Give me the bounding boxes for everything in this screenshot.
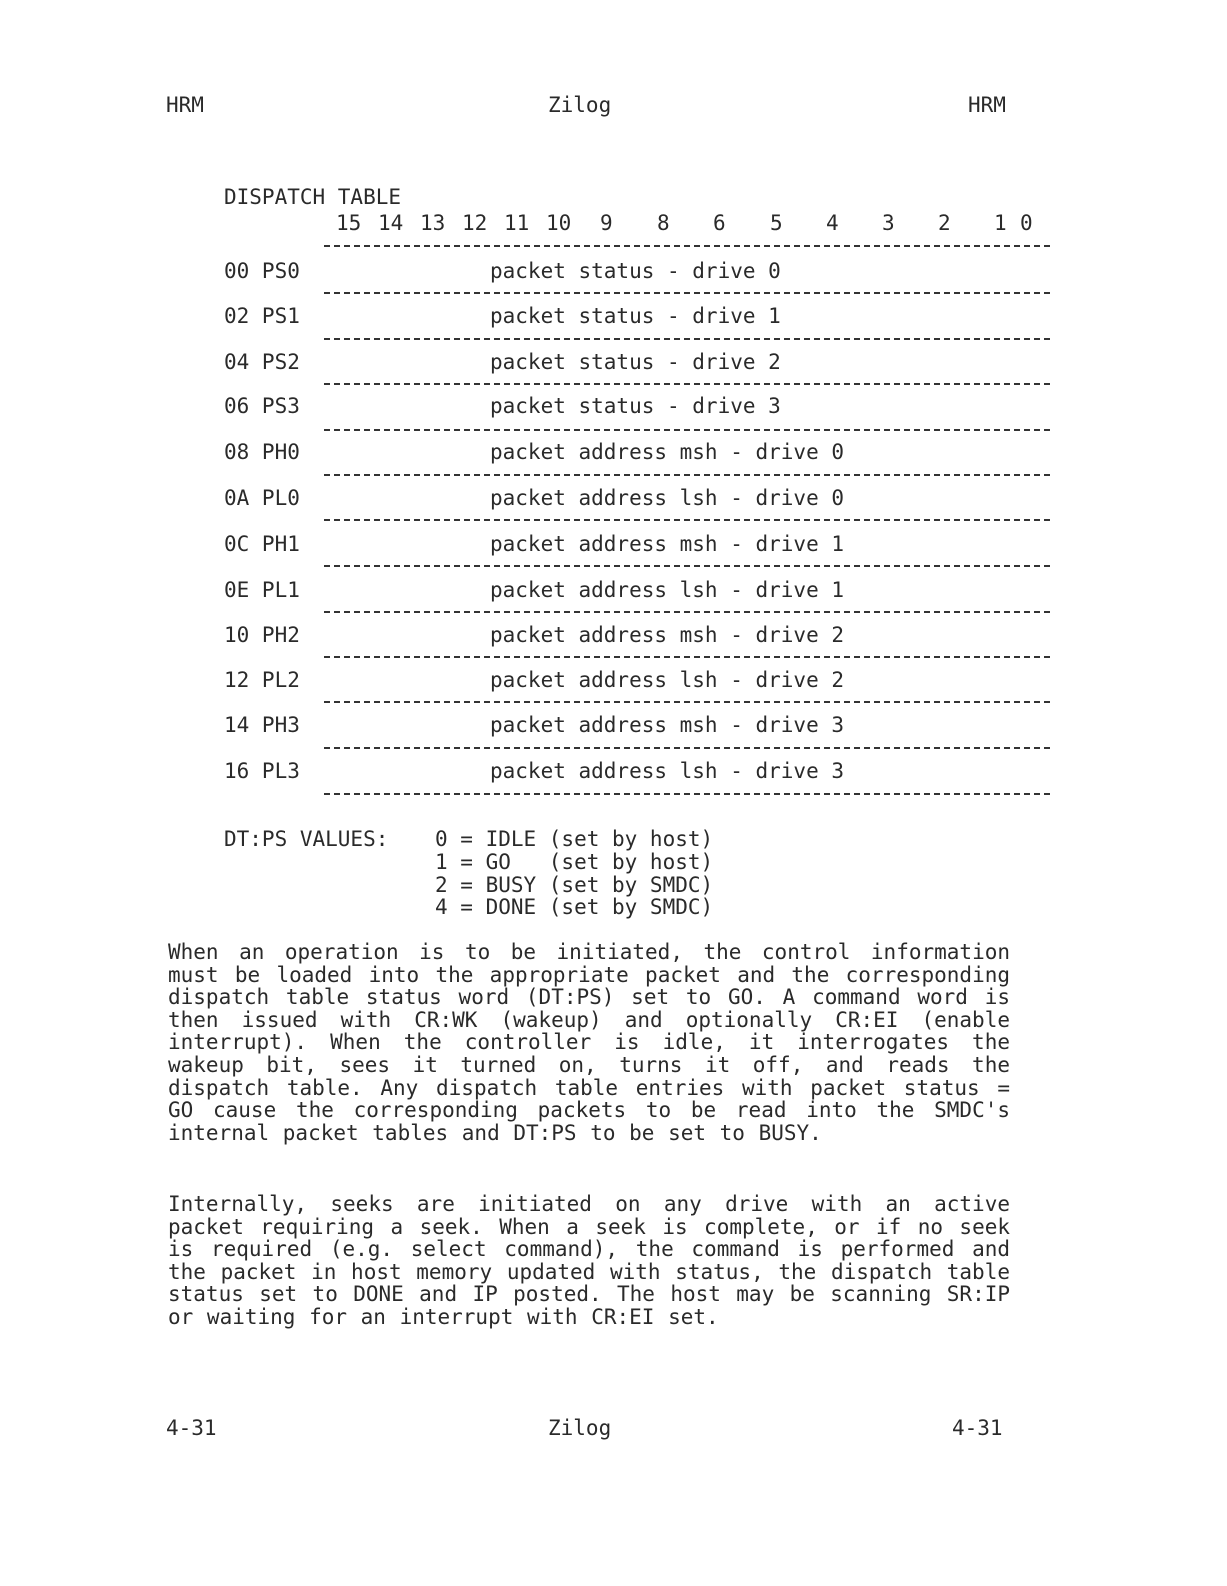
bit-label: 11 — [504, 211, 530, 235]
table-title: DISPATCH TABLE — [224, 185, 402, 209]
row-description: packet status - drive 0 — [490, 259, 781, 283]
bit-number-header — [0, 213, 1227, 237]
bit-label: 14 — [378, 211, 404, 235]
header-right: HRM — [968, 93, 1006, 117]
table-separator — [324, 519, 1050, 521]
body-paragraph: When an operation is to be initiated, the control information must be loaded into the appropriate packet and the corresponding dispatch table status word (DT:PS) set to GO. A command word is then issued with CR:WK (wakeup) and optionally CR:EI (enable interrupt). When the controller is idle, it interrogates the wakeup bit, sees it turned on, turns it off, and reads the dispatch table. Any dispatch table entries with packet status = GO cause the corresponding packets to be read into the SMDC's internal packet tables and DT:PS to be set to BUSY. — [168, 940, 1010, 1145]
bit-label: 15 — [336, 211, 362, 235]
row-offset-label: 00 PS0 — [224, 259, 300, 283]
footer-left: 4-31 — [166, 1416, 217, 1440]
table-separator — [324, 245, 1050, 247]
bit-label: 0 — [1020, 211, 1033, 235]
row-description: packet address msh - drive 1 — [490, 532, 845, 556]
row-description: packet address lsh - drive 3 — [490, 759, 845, 783]
table-separator — [324, 292, 1050, 294]
legend-item: 1 = GO (set by host) — [435, 850, 714, 874]
table-separator — [324, 565, 1050, 567]
row-description: packet status - drive 2 — [490, 350, 781, 374]
table-separator — [324, 793, 1050, 795]
row-offset-label: 16 PL3 — [224, 759, 300, 783]
row-description: packet address msh - drive 3 — [490, 713, 845, 737]
bit-label: 6 — [713, 211, 726, 235]
header-left: HRM — [166, 93, 204, 117]
table-separator — [324, 611, 1050, 613]
row-description: packet address msh - drive 2 — [490, 623, 845, 647]
bit-label: 5 — [770, 211, 783, 235]
legend-item: 0 = IDLE (set by host) — [435, 827, 714, 851]
bit-label: 4 — [826, 211, 839, 235]
row-description: packet status - drive 3 — [490, 394, 781, 418]
table-separator — [324, 701, 1050, 703]
bit-label: 3 — [882, 211, 895, 235]
footer-right: 4-31 — [952, 1416, 1003, 1440]
body-paragraph: Internally, seeks are initiated on any drive with an active packet requiring a seek. When a seek is complete, or if no seek is required (e.g. select command), the command is performed and the packet in host memory updated with status, the dispatch table status set to DONE and IP posted. The host may be scanning SR:IP or waiting for an interrupt with CR:EI set. — [168, 1192, 1010, 1329]
table-separator — [324, 429, 1050, 431]
row-offset-label: 12 PL2 — [224, 668, 300, 692]
table-separator — [324, 656, 1050, 658]
row-offset-label: 08 PH0 — [224, 440, 300, 464]
legend-title: DT:PS VALUES: — [224, 827, 389, 851]
row-description: packet address msh - drive 0 — [490, 440, 845, 464]
row-offset-label: 0C PH1 — [224, 532, 300, 556]
footer-center: Zilog — [548, 1416, 612, 1440]
table-separator — [324, 338, 1050, 340]
row-offset-label: 0A PL0 — [224, 486, 300, 510]
table-separator — [324, 747, 1050, 749]
row-description: packet address lsh - drive 2 — [490, 668, 845, 692]
bit-label: 8 — [657, 211, 670, 235]
bit-label: 10 — [546, 211, 572, 235]
row-offset-label: 06 PS3 — [224, 394, 300, 418]
header-center: Zilog — [548, 93, 612, 117]
table-separator — [324, 383, 1050, 385]
bit-label: 13 — [420, 211, 446, 235]
row-offset-label: 0E PL1 — [224, 578, 300, 602]
table-separator — [324, 474, 1050, 476]
bit-label: 1 — [994, 211, 1007, 235]
legend-item: 2 = BUSY (set by SMDC) — [435, 873, 714, 897]
row-offset-label: 04 PS2 — [224, 350, 300, 374]
bit-label: 12 — [462, 211, 488, 235]
row-description: packet address lsh - drive 1 — [490, 578, 845, 602]
row-offset-label: 14 PH3 — [224, 713, 300, 737]
bit-label: 9 — [600, 211, 613, 235]
legend-item: 4 = DONE (set by SMDC) — [435, 895, 714, 919]
bit-label: 2 — [938, 211, 951, 235]
row-offset-label: 02 PS1 — [224, 304, 300, 328]
row-offset-label: 10 PH2 — [224, 623, 300, 647]
row-description: packet status - drive 1 — [490, 304, 781, 328]
row-description: packet address lsh - drive 0 — [490, 486, 845, 510]
